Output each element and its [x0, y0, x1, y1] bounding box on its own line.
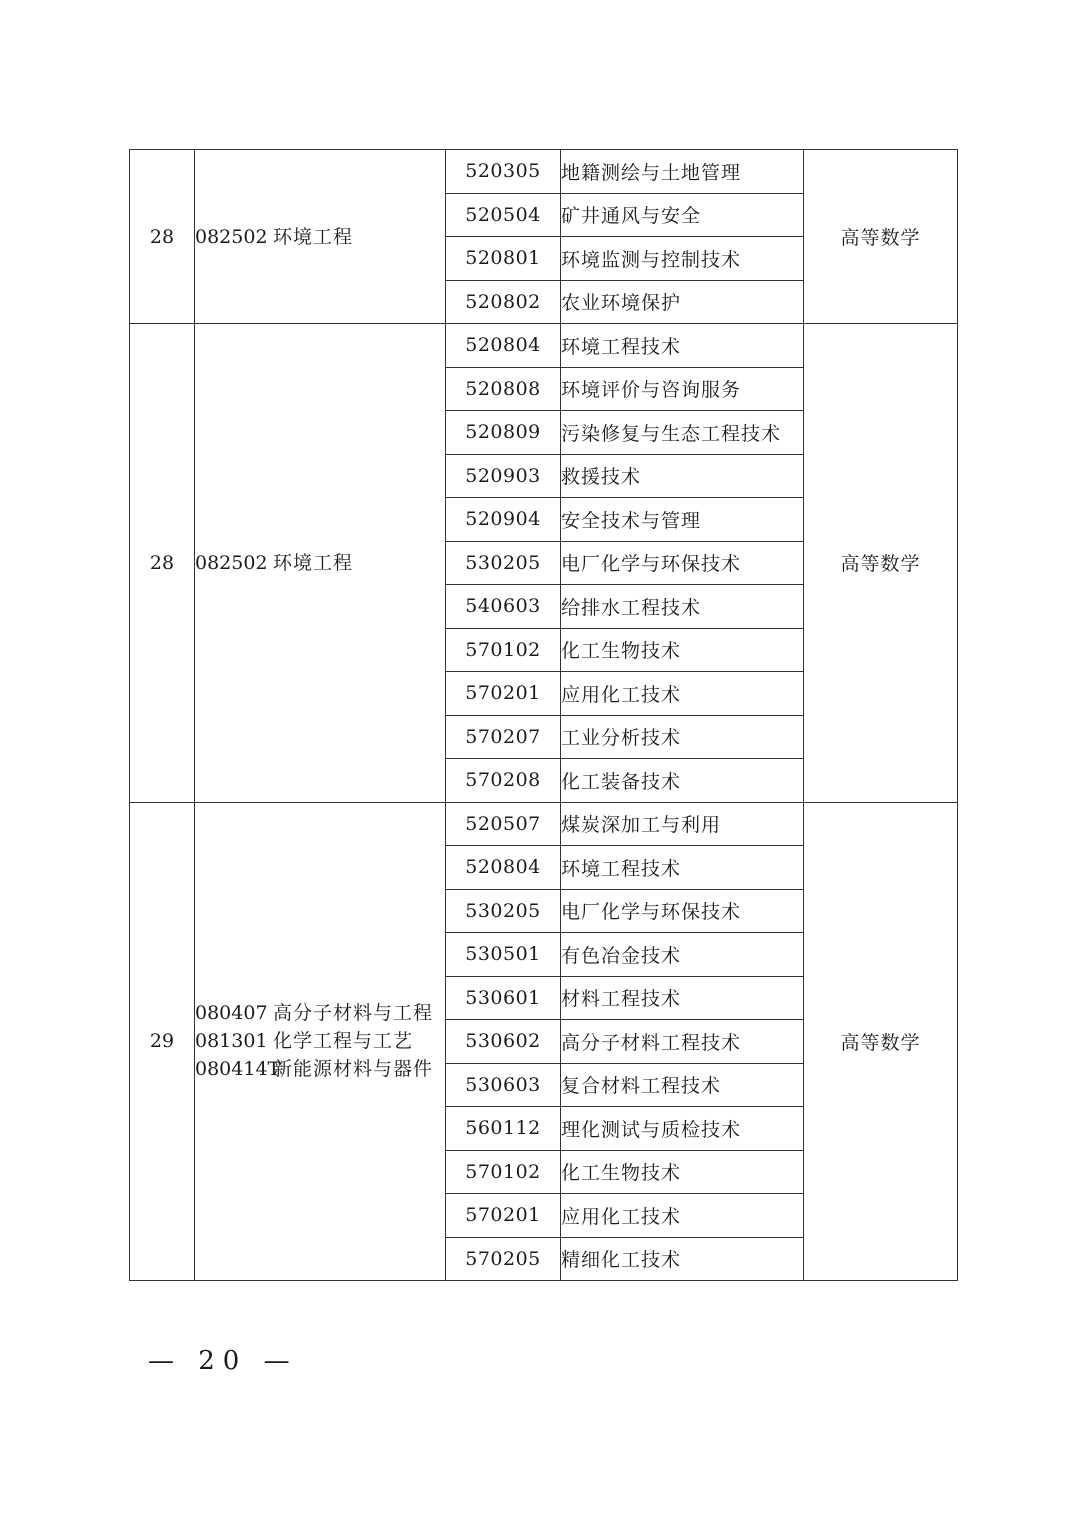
major-line: [195, 1055, 445, 1083]
major-code: 081301: [195, 1030, 268, 1053]
subject-name: 污染修复与生态工程技术: [561, 411, 804, 455]
subject-name: 救援技术: [561, 454, 804, 498]
subject-name: 电厂化学与环保技术: [561, 541, 804, 585]
subject-code: 570102: [446, 628, 561, 672]
subject-code: 530205: [446, 889, 561, 933]
major-code: 080407: [195, 1002, 268, 1025]
subject-name: 矿井通风与安全: [561, 193, 804, 237]
subject-code: 530602: [446, 1020, 561, 1064]
major-code: 082502: [195, 225, 268, 248]
subject-name: 环境工程技术: [561, 324, 804, 368]
major-name: 高分子材料与工程: [273, 1002, 434, 1025]
subject-code: 520808: [446, 367, 561, 411]
page-number: — 20 —: [148, 1346, 298, 1376]
group-number: 28: [130, 150, 195, 324]
subject-name: 地籍测绘与土地管理: [561, 150, 804, 194]
subject-name: 环境工程技术: [561, 846, 804, 890]
subject-name: 复合材料工程技术: [561, 1063, 804, 1107]
undergrad-majors: [195, 150, 446, 324]
undergrad-majors: [195, 802, 446, 1281]
major-line: [195, 999, 445, 1027]
subject-name: 给排水工程技术: [561, 585, 804, 629]
major-name: 新能源材料与器件: [273, 1058, 434, 1081]
table-row: [130, 150, 958, 194]
major-line: [195, 223, 445, 251]
subject-code: 520809: [446, 411, 561, 455]
subject-name: 电厂化学与环保技术: [561, 889, 804, 933]
subject-code: 520305: [446, 150, 561, 194]
exam-subject: 高等数学: [804, 150, 958, 324]
subject-code: 570201: [446, 1194, 561, 1238]
table-row: [130, 802, 958, 846]
table-row: [130, 324, 958, 368]
subject-code: 520804: [446, 846, 561, 890]
subject-code: 570201: [446, 672, 561, 716]
subject-name: 安全技术与管理: [561, 498, 804, 542]
major-name: 化学工程与工艺: [273, 1030, 414, 1053]
subject-name: 化工生物技术: [561, 628, 804, 672]
subject-code: 530205: [446, 541, 561, 585]
exam-subject: 高等数学: [804, 802, 958, 1281]
subject-name: 材料工程技术: [561, 976, 804, 1020]
subject-name: 化工装备技术: [561, 759, 804, 803]
subject-name: 化工生物技术: [561, 1150, 804, 1194]
major-line: [195, 549, 445, 577]
subject-name: 有色冶金技术: [561, 933, 804, 977]
subject-name: 环境监测与控制技术: [561, 237, 804, 281]
subject-name: 煤炭深加工与利用: [561, 802, 804, 846]
subject-code: 570208: [446, 759, 561, 803]
subject-code: 520903: [446, 454, 561, 498]
subject-name: 精细化工技术: [561, 1237, 804, 1281]
subject-code: 520507: [446, 802, 561, 846]
undergrad-majors: [195, 324, 446, 803]
major-code: 082502: [195, 551, 268, 574]
subject-code: 570205: [446, 1237, 561, 1281]
subject-code: 520504: [446, 193, 561, 237]
major-line: [195, 1027, 445, 1055]
exam-subject: 高等数学: [804, 324, 958, 803]
major-name: 环境工程: [273, 225, 354, 248]
subject-code: 570207: [446, 715, 561, 759]
subject-code: 530601: [446, 976, 561, 1020]
subject-code: 520804: [446, 324, 561, 368]
subject-code: 570102: [446, 1150, 561, 1194]
subject-code: 540603: [446, 585, 561, 629]
group-number: 28: [130, 324, 195, 803]
subject-code: 520802: [446, 280, 561, 324]
subject-code: 520904: [446, 498, 561, 542]
major-name: 环境工程: [273, 551, 354, 574]
subject-code: 560112: [446, 1107, 561, 1151]
subject-code: 520801: [446, 237, 561, 281]
subject-name: 应用化工技术: [561, 1194, 804, 1238]
subject-name: 农业环境保护: [561, 280, 804, 324]
subject-name: 工业分析技术: [561, 715, 804, 759]
major-table: [129, 149, 958, 1281]
subject-name: 环境评价与咨询服务: [561, 367, 804, 411]
group-number: 29: [130, 802, 195, 1281]
subject-code: 530603: [446, 1063, 561, 1107]
subject-name: 高分子材料工程技术: [561, 1020, 804, 1064]
major-code: 080414T: [195, 1058, 281, 1081]
subject-code: 530501: [446, 933, 561, 977]
subject-name: 应用化工技术: [561, 672, 804, 716]
subject-name: 理化测试与质检技术: [561, 1107, 804, 1151]
